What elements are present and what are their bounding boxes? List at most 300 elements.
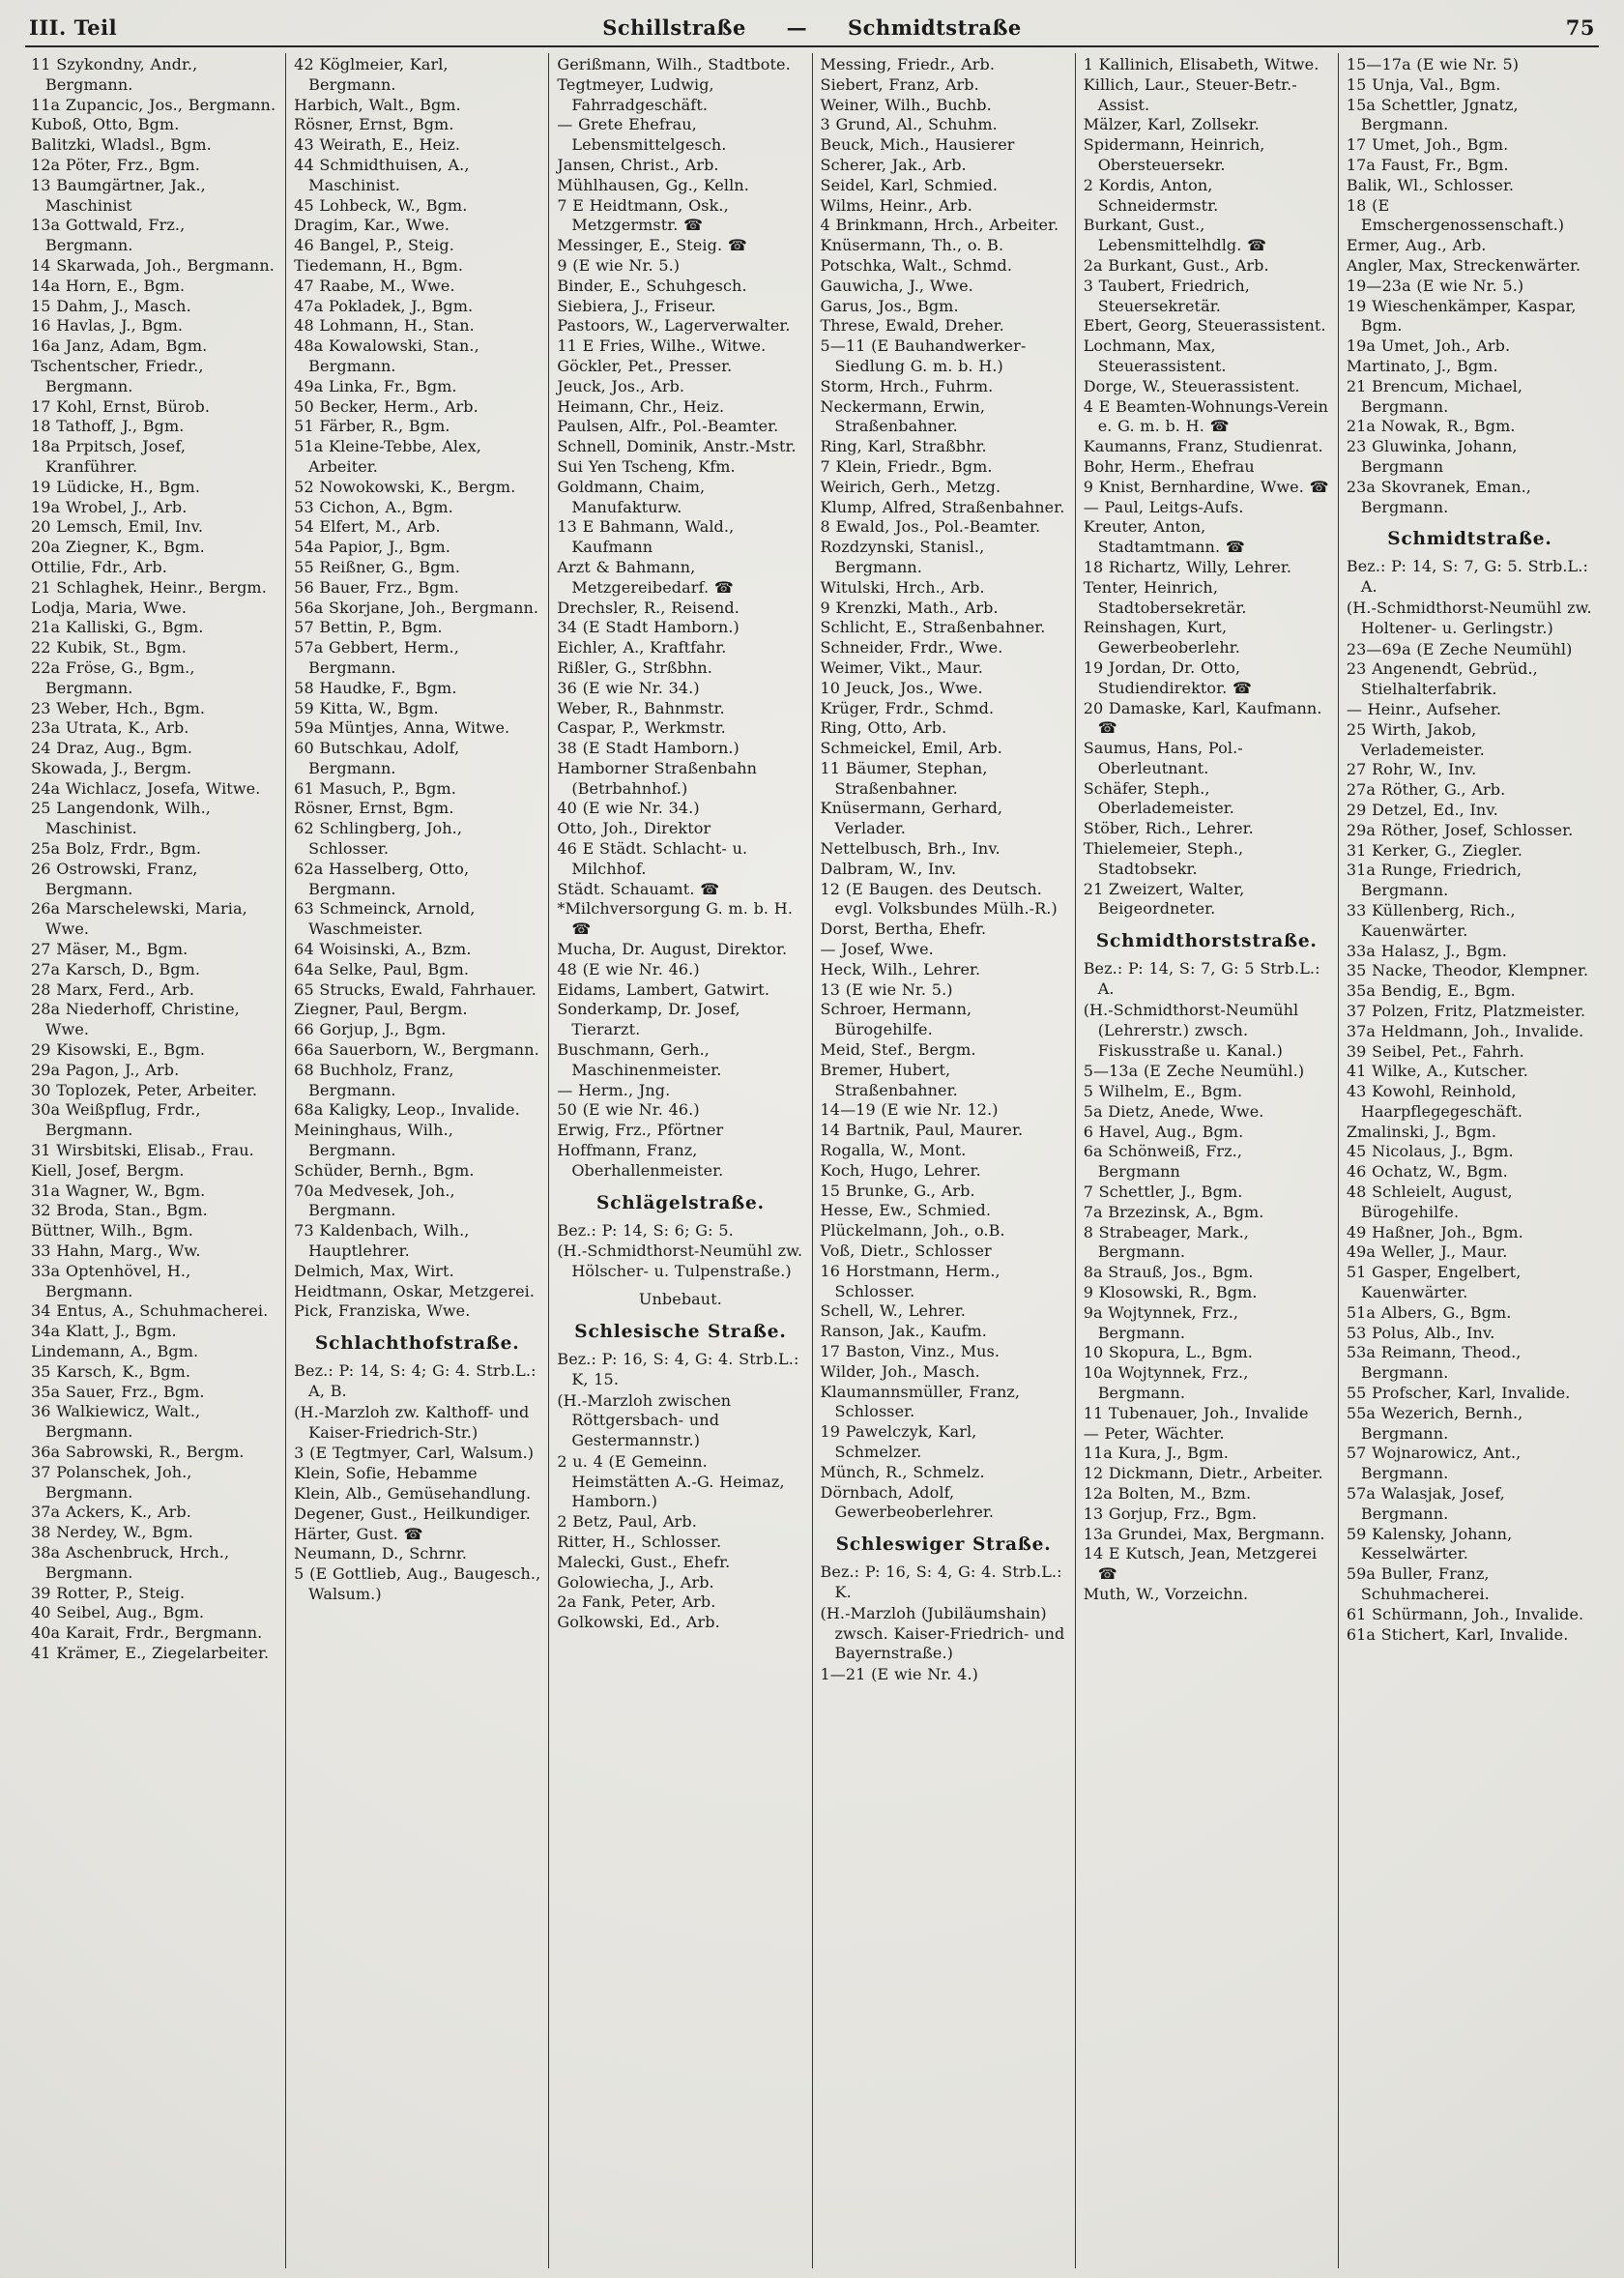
directory-entry: Koch, Hugo, Lehrer. <box>820 1160 981 1180</box>
directory-entry: Voß, Dietr., Schlosser <box>820 1241 992 1261</box>
directory-entry: 59a Buller, Franz, Schuhmacherei. <box>1346 1564 1490 1604</box>
directory-entry: 29 Kisowski, E., Bgm. <box>31 1040 206 1060</box>
district-info: Bez.: P: 14, S: 6; G: 5. <box>557 1220 734 1240</box>
directory-entry: Gauwicha, J., Wwe. <box>820 276 973 295</box>
directory-entry: 10 Skopura, L., Bgm. <box>1083 1343 1253 1362</box>
directory-entry: 59a Müntjes, Anna, Witwe. <box>294 718 510 738</box>
directory-entry: 30 Toplozek, Peter, Arbeiter. <box>31 1080 258 1099</box>
directory-entry: 16a Janz, Adam, Bgm. <box>31 336 208 356</box>
directory-entry: 31 Wirsbitski, Elisab., Frau. <box>31 1141 254 1160</box>
directory-entry: Pick, Franziska, Wwe. <box>294 1301 471 1321</box>
directory-entry: 7 Klein, Friedr., Bgm. <box>820 456 993 476</box>
directory-entry: 12a Bolten, M., Bzm. <box>1083 1484 1252 1504</box>
directory-entry: 21 Zweizert, Walter, Beigeordneter. <box>1083 879 1245 919</box>
directory-entry: 41 Krämer, E., Ziegelarbeiter. <box>31 1643 270 1662</box>
directory-entry: 9 Krenzki, Math., Arb. <box>820 598 999 617</box>
page-number: 75 <box>1565 15 1595 40</box>
directory-entry: 62 Schlingberg, Joh., Schlosser. <box>294 819 463 859</box>
directory-entry: 25a Bolz, Frdr., Bgm. <box>31 839 202 859</box>
directory-entry: Beuck, Mich., Hausierer <box>820 135 1015 155</box>
directory-entry: Klein, Sofie, Hebamme <box>294 1464 478 1483</box>
directory-entry: 41 Wilke, A., Kutscher. <box>1346 1062 1528 1081</box>
directory-entry: 29a Pagon, J., Arb. <box>31 1060 180 1079</box>
directory-entry: Degener, Gust., Heilkundiger. <box>294 1504 531 1523</box>
directory-entry: 11a Zupancic, Jos., Bergmann. <box>31 95 276 114</box>
directory-entry: Kiell, Josef, Bergm. <box>31 1160 185 1180</box>
directory-entry: 39 Seibel, Pet., Fahrh. <box>1346 1041 1524 1061</box>
directory-entry: Heimann, Chr., Heiz. <box>557 396 725 416</box>
directory-column <box>1339 53 1601 2268</box>
directory-entry: Kaumanns, Franz, Studienrat. <box>1083 437 1323 456</box>
district-info: (H.-Marzloh zw. Kalthoff- und Kaiser-Friedrich-Str.) <box>294 1402 530 1442</box>
directory-entry: Angler, Max, Streckenwärter. <box>1346 255 1581 275</box>
directory-entry: 47a Pokladek, J., Bgm. <box>294 296 474 315</box>
district-info: Bez.: P: 14, S: 7, G: 5 Strb.L.: A. <box>1083 959 1320 999</box>
directory-entry: 48 Lohmann, H., Stan. <box>294 316 475 336</box>
directory-entry: 3 Taubert, Friedrich, Steuersekretär. <box>1083 276 1250 315</box>
street-heading: Schleswiger Straße. <box>835 1534 1052 1556</box>
directory-entry: 5—13a (E Zeche Neumühl.) <box>1083 1062 1305 1081</box>
directory-entry: Knüsermann, Gerhard, Verlader. <box>820 799 1003 838</box>
directory-entry: 2a Burkant, Gust., Arb. <box>1083 255 1269 275</box>
directory-entry: Tiedemann, H., Bgm. <box>294 255 464 275</box>
directory-entry: 36 Walkiewicz, Walt., Bergmann. <box>31 1402 201 1442</box>
directory-entry: 45 Nicolaus, J., Bgm. <box>1346 1142 1514 1161</box>
directory-entry: Thielemeier, Steph., Stadtobsekr. <box>1083 839 1244 878</box>
directory-entry: 11 Bäumer, Stephan, Straßenbahner. <box>820 758 988 798</box>
directory-entry: Plückelmann, Joh., o.B. <box>820 1221 1005 1241</box>
directory-entry: 7 Schettler, J., Bgm. <box>1083 1183 1243 1202</box>
directory-entry: Schroer, Hermann, Bürogehilfe. <box>820 1000 972 1039</box>
directory-entry: 21a Nowak, R., Bgm. <box>1346 417 1516 436</box>
page-header <box>0 0 1624 44</box>
directory-entry: 27a Karsch, D., Bgm. <box>31 959 201 978</box>
directory-entry: Jeuck, Jos., Arb. <box>557 376 685 395</box>
directory-entry: 19 Lüdicke, H., Bgm. <box>31 477 200 496</box>
directory-entry: Goldmann, Chaim, Manufakturw. <box>557 477 706 516</box>
directory-entry: 27 Mäser, M., Bgm. <box>31 940 188 959</box>
directory-entry: Weimer, Vikt., Maur. <box>820 657 983 677</box>
directory-entry: 10a Wojtynnek, Frz., Bergmann. <box>1083 1363 1249 1403</box>
directory-entry: Garus, Jos., Bgm. <box>820 296 959 315</box>
directory-entry: 37a Ackers, K., Arb. <box>31 1503 191 1522</box>
directory-entry: Potschka, Walt., Schmd. <box>820 255 1013 275</box>
page-title <box>271 15 1353 40</box>
directory-entry: 12a Pöter, Frz., Bgm. <box>31 155 200 174</box>
directory-entry: 33a Optenhövel, H., Bergmann. <box>31 1261 191 1300</box>
directory-entry: 56a Skorjane, Joh., Bergmann. <box>294 598 539 617</box>
directory-entry: 42 Köglmeier, Karl, Bergmann. <box>294 55 449 94</box>
directory-entry: Weiner, Wilh., Buchb. <box>820 95 992 114</box>
directory-entry: Jansen, Christ., Arb. <box>557 155 719 174</box>
directory-entry: 9 Klosowski, R., Bgm. <box>1083 1283 1258 1302</box>
directory-entry: 14a Horn, E., Bgm. <box>31 276 186 295</box>
directory-entry: 58 Haudke, F., Bgm. <box>294 678 457 697</box>
directory-entry: 34 (E Stadt Hamborn.) <box>557 618 740 637</box>
directory-entry: 20 Damaske, Karl, Kaufmann. ☎ <box>1083 698 1322 738</box>
directory-entry: 43 Kowohl, Reinhold, Haarpflegegeschäft. <box>1346 1082 1523 1121</box>
directory-entry: Lochmann, Max, Steuerassistent. <box>1083 336 1227 375</box>
directory-entry: 12 (E Baugen. des Deutsch. evgl. Volksbundes Mülh.-R.) <box>820 879 1058 919</box>
directory-entry: Delmich, Max, Wirt. <box>294 1261 454 1280</box>
directory-entry: 37a Heldmann, Joh., Invalide. <box>1346 1021 1584 1040</box>
directory-entry: 23 Gluwinka, Johann, Bergmann <box>1346 437 1518 476</box>
directory-entry: Neckermann, Erwin, Straßenbahner. <box>820 396 986 436</box>
directory-entry: 17a Faust, Fr., Bgm. <box>1346 155 1509 174</box>
directory-entry: 3 (E Tegtmyer, Carl, Walsum.) <box>294 1444 535 1463</box>
directory-entry: 21a Kalliski, G., Bgm. <box>31 618 204 637</box>
street-heading: Schlägelstraße. <box>596 1192 765 1213</box>
directory-entry: Drechsler, R., Reisend. <box>557 598 740 617</box>
district-info: Bez.: P: 14, S: 4; G: 4. Strb.L.: A, B. <box>294 1361 536 1401</box>
directory-entry: 53a Reimann, Theod., Bergmann. <box>1346 1343 1522 1383</box>
directory-entry: 40 (E wie Nr. 34.) <box>557 799 700 818</box>
directory-entry: 35a Sauer, Frz., Bgm. <box>31 1382 205 1401</box>
directory-entry: 21 Schlaghek, Heinr., Bergm. <box>31 577 267 597</box>
directory-entry: 48a Kowalowski, Stan., Bergmann. <box>294 336 479 375</box>
directory-entry: 29 Detzel, Ed., Inv. <box>1346 800 1498 819</box>
directory-entry: 61 Schürmann, Joh., Invalide. <box>1346 1604 1584 1623</box>
directory-entry: Spidermann, Heinrich, Obersteuersekr. <box>1083 135 1265 174</box>
directory-entry: *Milchversorgung G. m. b. H. ☎ <box>557 899 794 939</box>
directory-entry: 49a Weller, J., Maur. <box>1346 1242 1508 1262</box>
directory-entry: Golkowski, Ed., Arb. <box>557 1613 720 1632</box>
directory-entry: 62a Hasselberg, Otto, Bergmann. <box>294 859 470 898</box>
directory-entry: 14 Skarwada, Joh., Bergmann. <box>31 255 275 275</box>
directory-entry: — Herm., Jng. <box>557 1080 671 1099</box>
directory-entry: Ziegner, Paul, Bergm. <box>294 1000 468 1019</box>
directory-entry: Zmalinski, J., Bgm. <box>1346 1122 1497 1141</box>
district-info: Bez.: P: 14, S: 7, G: 5. Strb.L.: A. <box>1346 557 1588 597</box>
directory-entry: 7 E Heidtmann, Osk., Metzgermstr. ☎ <box>557 195 729 235</box>
district-info: (H.-Marzloh zwischen Röttgersbach- und Gestermannstr.) <box>557 1390 732 1450</box>
directory-entry: Hamborner Straßenbahn (Betrbahnhof.) <box>557 758 758 798</box>
directory-entry: Ritter, H., Schlosser. <box>557 1533 722 1552</box>
directory-entry: Klaumannsmüller, Franz, Schlosser. <box>820 1382 1021 1421</box>
directory-entry: 31 Kerker, G., Ziegler. <box>1346 840 1522 860</box>
directory-entry: 30a Weißpflug, Frdr., Bergmann. <box>31 1100 201 1140</box>
directory-entry: 66a Sauerborn, W., Bergmann. <box>294 1040 539 1060</box>
directory-entry: 2 Kordis, Anton, Schneidermstr. <box>1083 175 1219 215</box>
directory-entry: 38 (E Stadt Hamborn.) <box>557 739 740 758</box>
directory-entry: 4 Brinkmann, Hrch., Arbeiter. <box>820 216 1059 235</box>
directory-entry: Rozdzynski, Stanisl., Bergmann. <box>820 538 985 576</box>
directory-entry: Ring, Karl, Straßbhr. <box>820 437 987 456</box>
directory-entry: 28 Marx, Ferd., Arb. <box>31 979 195 999</box>
directory-entry: 6a Schönweiß, Frz., Bergmann <box>1083 1142 1243 1182</box>
directory-entry: Martinato, J., Bgm. <box>1346 356 1498 375</box>
directory-entry: 39 Rotter, P., Steig. <box>31 1583 186 1602</box>
directory-entry: Otto, Joh., Direktor <box>557 819 711 838</box>
directory-entry: 22a Fröse, G., Bgm., Bergmann. <box>31 657 195 697</box>
directory-entry: Tenter, Heinrich, Stadtobersekretär. <box>1083 577 1247 617</box>
directory-entry: Binder, E., Schuhgesch. <box>557 276 747 295</box>
directory-entry: Harbich, Walt., Bgm. <box>294 95 461 114</box>
directory-entry: 57a Gebbert, Herm., Bergmann. <box>294 638 459 677</box>
directory-entry: Ebert, Georg, Steuerassistent. <box>1083 316 1326 336</box>
directory-entry: 35 Nacke, Theodor, Klempner. <box>1346 961 1589 980</box>
directory-entry: Schäfer, Steph., Oberlademeister. <box>1083 778 1234 818</box>
directory-entry: 52 Nowokowski, K., Bergm. <box>294 477 516 496</box>
directory-entry: 63 Schmeinck, Arnold, Waschmeister. <box>294 899 476 939</box>
directory-entry: 53 Polus, Alb., Inv. <box>1346 1323 1495 1342</box>
directory-entry: Stöber, Rich., Lehrer. <box>1083 819 1254 838</box>
directory-column <box>23 53 286 2268</box>
directory-entry: Dorge, W., Steuerassistent. <box>1083 376 1300 395</box>
directory-entry: 15 Dahm, J., Masch. <box>31 296 191 315</box>
directory-entry: 22 Kubik, St., Bgm. <box>31 638 187 657</box>
directory-entry: Bohr, Herm., Ehefrau <box>1083 456 1255 476</box>
directory-entry: Caspar, P., Werkmstr. <box>557 718 726 738</box>
directory-entry: 32 Broda, Stan., Bgm. <box>31 1201 208 1220</box>
directory-entry: 8 Ewald, Jos., Pol.-Beamter. <box>820 517 1041 537</box>
directory-entry: Mühlhausen, Gg., Kelln. <box>557 175 749 194</box>
directory-entry: 9 Knist, Bernhardine, Wwe. ☎ <box>1083 477 1329 496</box>
directory-entry: 15 Unja, Val., Bgm. <box>1346 74 1501 94</box>
directory-entry: 31a Wagner, W., Bgm. <box>31 1181 206 1200</box>
directory-entry: Gerißmann, Wilh., Stadtbote. <box>557 55 791 73</box>
directory-entry: Rösner, Ernst, Bgm. <box>294 115 454 134</box>
directory-entry: 33 Küllenberg, Rich., Kauenwärter. <box>1346 900 1516 940</box>
directory-entry: 54a Papior, J., Bgm. <box>294 538 450 557</box>
directory-entry: 5—11 (E Bauhandwerker-Siedlung G. m. b. H.) <box>820 336 1027 375</box>
directory-entry: Klein, Alb., Gemüsehandlung. <box>294 1484 532 1504</box>
directory-entry: 48 (E wie Nr. 46.) <box>557 959 700 978</box>
directory-entry: 51a Albers, G., Bgm. <box>1346 1302 1512 1322</box>
directory-entry: 14 Bartnik, Paul, Maurer. <box>820 1121 1024 1140</box>
directory-entry: Threse, Ewald, Dreher. <box>820 316 1004 336</box>
directory-entry: 24a Wichlacz, Josefa, Witwe. <box>31 778 261 798</box>
directory-entry: Sui Yen Tscheng, Kfm. <box>557 456 736 476</box>
directory-entry: 64 Woisinski, A., Bzm. <box>294 940 472 959</box>
directory-entry: Erwig, Frz., Pförtner <box>557 1121 724 1140</box>
directory-columns <box>0 47 1624 2278</box>
street-heading: Schlesische Straße. <box>574 1321 787 1342</box>
district-info: (H.-Schmidthorst-Neumühl (Lehrerstr.) zwsch. Fiskusstraße u. Kanal.) <box>1083 1000 1299 1060</box>
directory-entry: Städt. Schauamt. ☎ <box>557 879 720 898</box>
directory-entry: 27a Röther, G., Arb. <box>1346 780 1506 800</box>
directory-entry: Klump, Alfred, Straßenbahner. <box>820 497 1065 516</box>
directory-entry: Eidams, Lambert, Gatwirt. <box>557 979 769 999</box>
directory-entry: 16 Havlas, J., Bgm. <box>31 316 184 336</box>
directory-entry: Witulski, Hrch., Arb. <box>820 577 985 597</box>
directory-entry: 47 Raabe, M., Wwe. <box>294 276 455 295</box>
directory-entry: 13a Gottwald, Frz., Bergmann. <box>31 216 186 255</box>
directory-entry: 50 Becker, Herm., Arb. <box>294 396 478 416</box>
directory-entry: 8 Strabeager, Mark., Bergmann. <box>1083 1222 1249 1262</box>
directory-entry: 19a Umet, Joh., Arb. <box>1346 336 1511 356</box>
directory-entry: 6 Havel, Aug., Bgm. <box>1083 1122 1244 1141</box>
directory-entry: 19 Jordan, Dr. Otto, Studiendirektor. ☎ <box>1083 657 1253 697</box>
directory-entry: Seidel, Karl, Schmied. <box>820 175 999 194</box>
street-heading: Schmidtstraße. <box>1387 529 1552 550</box>
directory-entry: 9a Wojtynnek, Frz., Bergmann. <box>1083 1302 1239 1342</box>
directory-column <box>1076 53 1339 2268</box>
directory-column <box>286 53 549 2268</box>
directory-entry: 50 (E wie Nr. 46.) <box>557 1100 700 1120</box>
directory-entry: Tegtmeyer, Ludwig, Fahrradgeschäft. <box>557 74 714 114</box>
directory-entry: 51 Gasper, Engelbert, Kauenwärter. <box>1346 1263 1522 1302</box>
district-info: (H.-Schmidthorst-Neumühl zw. Hölscher- u. Tulpenstraße.) <box>557 1241 803 1281</box>
directory-column <box>813 53 1076 2268</box>
directory-entry: Muth, W., Vorzeichn. <box>1083 1585 1249 1604</box>
directory-entry: 17 Kohl, Ernst, Bürob. <box>31 396 211 416</box>
directory-entry: 23a Skovranek, Eman., Bergmann. <box>1346 477 1531 516</box>
directory-entry: 33 Hahn, Marg., Ww. <box>31 1241 201 1261</box>
directory-entry: 9 (E wie Nr. 5.) <box>557 255 681 275</box>
directory-entry: 19 Wieschenkämper, Kaspar, Bgm. <box>1346 296 1577 336</box>
directory-entry: 8a Strauß, Jos., Bgm. <box>1083 1263 1254 1282</box>
directory-entry: 31a Runge, Friedrich, Bergmann. <box>1346 861 1522 900</box>
directory-entry: Schneider, Frdr., Wwe. <box>820 638 1003 657</box>
directory-entry: Eichler, A., Kraftfahr. <box>557 638 727 657</box>
directory-entry: 26a Marschelewski, Maria, Wwe. <box>31 899 247 939</box>
directory-entry: Dragim, Kar., Wwe. <box>294 216 450 235</box>
district-info: (H.-Schmidthorst-Neumühl zw. Holtener- u. Gerlingstr.) <box>1346 598 1592 637</box>
street-from: Schillstraße <box>602 15 746 40</box>
directory-entry: Heck, Wilh., Lehrer. <box>820 959 981 978</box>
directory-entry: 57 Bettin, P., Bgm. <box>294 618 443 637</box>
directory-entry: 25 Wirth, Jakob, Verlademeister. <box>1346 719 1485 759</box>
directory-entry: — Heinr., Aufseher. <box>1346 699 1502 718</box>
directory-entry: 65 Strucks, Ewald, Fahrhauer. <box>294 979 536 999</box>
directory-entry: Schnell, Dominik, Anstr.-Mstr. <box>557 437 797 456</box>
directory-entry: Paulsen, Alfr., Pol.-Beamter. <box>557 417 779 436</box>
directory-entry: Hesse, Ew., Schmied. <box>820 1201 992 1220</box>
directory-entry: Neumann, D., Schrnr. <box>294 1544 468 1563</box>
directory-entry: Mälzer, Karl, Zollsekr. <box>1083 115 1260 134</box>
directory-entry: — Paul, Leitgs-Aufs. <box>1083 497 1244 516</box>
directory-entry: 55a Wezerich, Bernh., Bergmann. <box>1346 1403 1523 1443</box>
directory-entry: 23—69a (E Zeche Neumühl) <box>1346 639 1573 658</box>
directory-entry: Golowiecha, J., Arb. <box>557 1572 714 1592</box>
directory-entry: Saumus, Hans, Pol.-Oberleutnant. <box>1083 739 1243 777</box>
directory-entry: Balik, Wl., Schlosser. <box>1346 175 1515 194</box>
directory-entry: Hoffmann, Franz, Oberhallenmeister. <box>557 1141 724 1180</box>
directory-entry: 68 Buchholz, Franz, Bergmann. <box>294 1060 454 1099</box>
directory-entry: 35a Bendig, E., Bgm. <box>1346 981 1516 1001</box>
street-heading: Schmidthorststraße. <box>1095 931 1318 952</box>
directory-entry: 54 Elfert, M., Arb. <box>294 517 441 537</box>
directory-entry: Rogalla, W., Mont. <box>820 1141 967 1160</box>
directory-entry: 4 E Beamten-Wohnungs-Verein e. G. m. b. H. ☎ <box>1083 396 1329 436</box>
directory-entry: 13 Gorjup, Frz., Bgm. <box>1083 1504 1258 1523</box>
directory-entry: 49a Linka, Fr., Bgm. <box>294 376 457 395</box>
directory-entry: 14—19 (E wie Nr. 12.) <box>820 1100 999 1120</box>
directory-entry: 73 Kaldenbach, Wilh., Hauptlehrer. <box>294 1221 470 1261</box>
directory-entry: 40a Karait, Frdr., Bergmann. <box>31 1623 263 1643</box>
directory-entry: Weirich, Gerh., Metzg. <box>820 477 1001 496</box>
directory-entry: Ring, Otto, Arb. <box>820 718 947 738</box>
directory-entry: Burkant, Gust., Lebensmittelhdlg. ☎ <box>1083 216 1267 255</box>
directory-entry: 51 Färber, R., Bgm. <box>294 417 450 436</box>
directory-entry: 43 Weirath, E., Heiz. <box>294 135 461 155</box>
directory-entry: 36 (E wie Nr. 34.) <box>557 678 700 697</box>
centered-note: Unbebaut. <box>638 1290 722 1309</box>
directory-entry: 5 Wilhelm, E., Bgm. <box>1083 1082 1243 1101</box>
directory-entry: Reinshagen, Kurt, Gewerbeoberlehr. <box>1083 618 1240 657</box>
directory-entry: 51a Kleine-Tebbe, Alex, Arbeiter. <box>294 437 481 476</box>
directory-entry: 28a Niederhoff, Christine, Wwe. <box>31 1000 240 1039</box>
directory-entry: 18 Tathoff, J., Bgm. <box>31 417 185 436</box>
directory-entry: 19 Pawelczyk, Karl, Schmelzer. <box>820 1422 977 1461</box>
directory-entry: Schell, W., Lehrer. <box>820 1301 966 1321</box>
directory-entry: Tschentscher, Friedr., Bergmann. <box>31 356 204 395</box>
directory-entry: 27 Rohr, W., Inv. <box>1346 760 1477 779</box>
directory-entry: 18a Prpitsch, Josef, Kranführer. <box>31 437 186 476</box>
directory-entry: Skowada, J., Bergm. <box>31 758 192 777</box>
directory-entry: Krüger, Frdr., Schmd. <box>820 698 995 717</box>
directory-entry: Siebert, Franz, Arb. <box>820 74 979 94</box>
directory-entry: 13a Grundei, Max, Bergmann. <box>1083 1524 1325 1543</box>
directory-entry: Scherer, Jak., Arb. <box>820 155 967 174</box>
directory-entry: Wilms, Heinr., Arb. <box>820 195 972 215</box>
directory-entry: 10 Jeuck, Jos., Wwe. <box>820 678 983 697</box>
directory-entry: Münch, R., Schmelz. <box>820 1462 985 1481</box>
directory-entry: Weber, R., Bahnmstr. <box>557 698 725 717</box>
directory-entry: 53 Cichon, A., Bgm. <box>294 497 453 516</box>
section-label: III. Teil <box>29 15 118 40</box>
directory-entry: 25 Langendonk, Wilh., Maschinist. <box>31 799 211 838</box>
directory-entry: Ranson, Jak., Kaufm. <box>820 1322 987 1341</box>
directory-entry: Mucha, Dr. August, Direktor. <box>557 940 788 959</box>
directory-entry: Siebiera, J., Friseur. <box>557 296 716 315</box>
directory-entry: Buschmann, Gerh., Maschinenmeister. <box>557 1040 722 1079</box>
directory-entry: 59 Kitta, W., Bgm. <box>294 698 439 717</box>
directory-entry: 11 Szykondny, Andr., Bergmann. <box>31 55 198 94</box>
directory-entry: 20 Lemsch, Emil, Inv. <box>31 517 204 537</box>
directory-entry: Dorst, Bertha, Ehefr. <box>820 920 987 939</box>
directory-entry: 18 (E Emschergenossenschaft.) <box>1346 195 1565 235</box>
directory-entry: 12 Dickmann, Dietr., Arbeiter. <box>1083 1464 1323 1483</box>
directory-entry: 13 Baumgärtner, Jak., Maschinist <box>31 175 206 215</box>
directory-entry: 49 Haßner, Joh., Bgm. <box>1346 1222 1523 1241</box>
street-heading: Schlachthofstraße. <box>315 1333 520 1355</box>
directory-entry: 34a Klatt, J., Bgm. <box>31 1322 177 1341</box>
directory-entry: 21 Brencum, Michael, Bergmann. <box>1346 376 1523 416</box>
directory-entry: 33a Halasz, J., Bgm. <box>1346 941 1507 960</box>
directory-entry: — Josef, Wwe. <box>820 940 934 959</box>
directory-entry: 23a Utrata, K., Arb. <box>31 718 189 738</box>
directory-entry: 15—17a (E wie Nr. 5) <box>1346 55 1520 73</box>
directory-entry: 37 Polzen, Fritz, Platzmeister. <box>1346 1001 1586 1020</box>
directory-entry: Nettelbusch, Brh., Inv. <box>820 839 1000 859</box>
district-info: Bez.: P: 16, S: 4, G: 4. Strb.L.: K, 15. <box>557 1349 799 1388</box>
directory-entry: 61 Masuch, P., Bgm. <box>294 778 456 798</box>
directory-entry: 23 Weber, Hch., Bgm. <box>31 698 206 717</box>
directory-entry: 55 Reißner, G., Bgm. <box>294 557 460 576</box>
directory-entry: Rißler, G., Strßbhn. <box>557 657 712 677</box>
directory-entry: 40 Seibel, Aug., Bgm. <box>31 1603 205 1622</box>
directory-entry: 29a Röther, Josef, Schlosser. <box>1346 820 1574 839</box>
directory-entry: 61a Stichert, Karl, Invalide. <box>1346 1624 1569 1644</box>
directory-entry: Schmeickel, Emil, Arb. <box>820 739 1002 758</box>
directory-entry: Kreuter, Anton, Stadtamtmann. ☎ <box>1083 517 1245 557</box>
directory-entry: 3 Grund, Al., Schuhm. <box>820 115 998 134</box>
directory-entry: Lindemann, A., Bgm. <box>31 1342 199 1360</box>
directory-entry: Dalbram, W., Inv. <box>820 859 957 878</box>
directory-entry: 15 Brunke, G., Arb. <box>820 1181 975 1200</box>
directory-entry: — Peter, Wächter. <box>1083 1423 1225 1443</box>
directory-entry: 36a Sabrowski, R., Bergm. <box>31 1442 245 1461</box>
directory-entry: 11 Tubenauer, Joh., Invalide <box>1083 1403 1309 1422</box>
directory-entry: 17 Baston, Vinz., Mus. <box>820 1342 1000 1360</box>
directory-entry: 13 (E wie Nr. 5.) <box>820 979 953 999</box>
directory-entry: 5 (E Gottlieb, Aug., Baugesch., Walsum.) <box>294 1564 541 1604</box>
directory-entry: 46 Bangel, P., Steig. <box>294 236 454 255</box>
directory-entry: 46 Ochatz, W., Bgm. <box>1346 1162 1508 1182</box>
directory-entry: Malecki, Gust., Ehefr. <box>557 1552 731 1571</box>
